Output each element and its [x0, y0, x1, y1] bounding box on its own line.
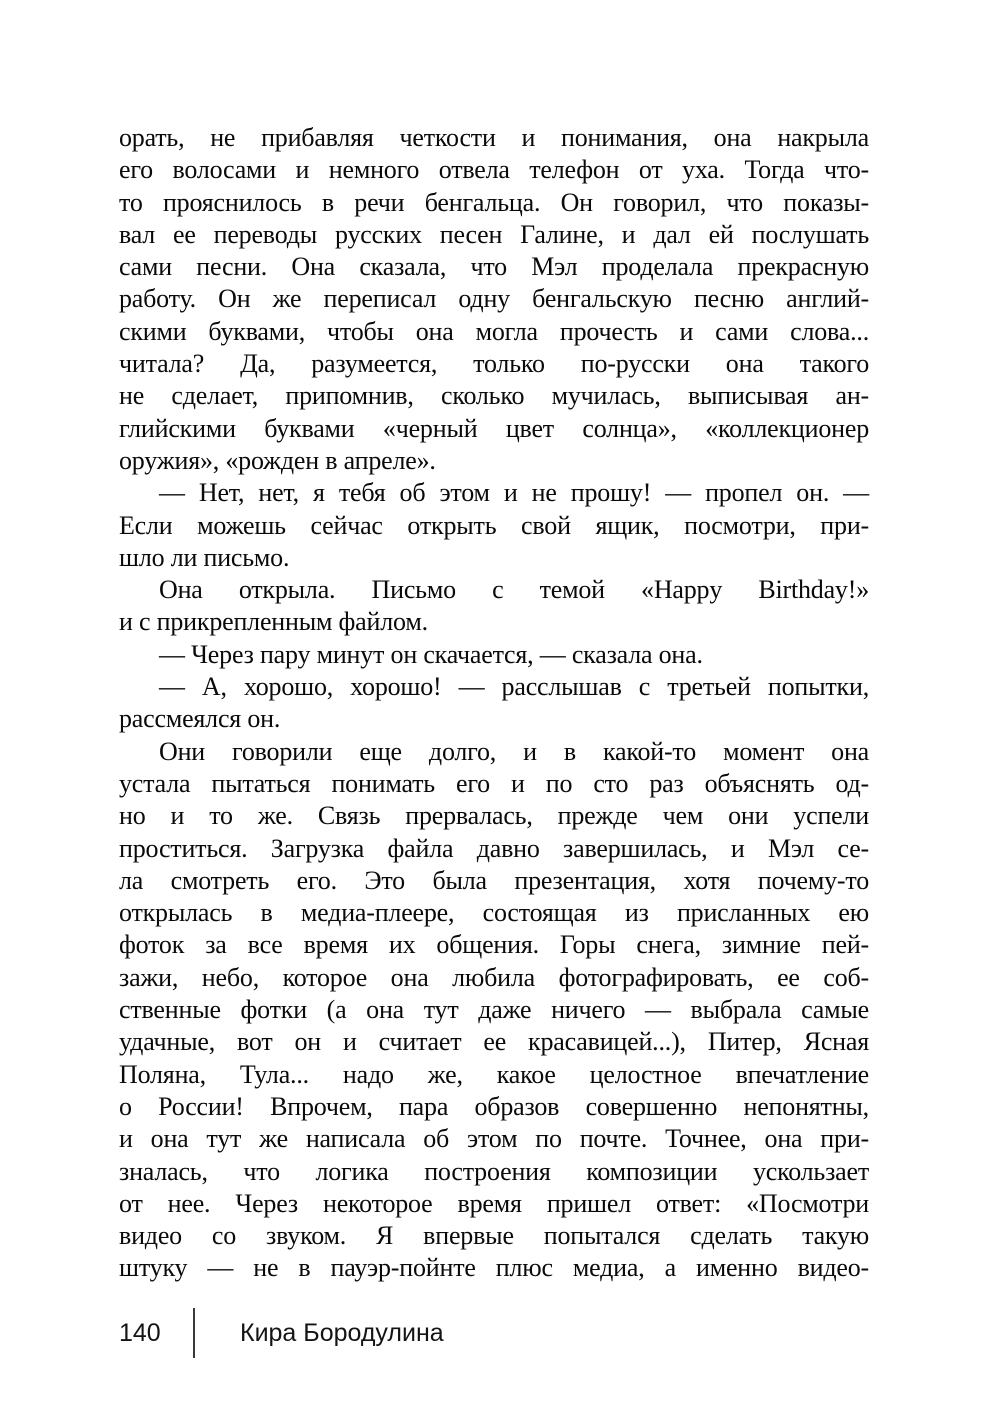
page-footer	[119, 1308, 444, 1358]
text-line: проститься. Загрузка файла давно завершилась, и Мэл се-	[119, 833, 869, 863]
text-line: Поляна, Тула... надо же, какое целостное впечатление	[119, 1059, 869, 1089]
text-line: от нее. Через некоторое время пришел ответ: «Посмотри	[119, 1188, 869, 1218]
text-line: Если можешь сейчас открыть свой ящик, посмотри, при-	[119, 510, 869, 540]
text-line: и с прикрепленным файлом.	[119, 607, 428, 637]
text-line: о России! Впрочем, пара образов совершенно непонятны,	[119, 1091, 869, 1121]
text-line: рассмеялся он.	[119, 704, 281, 734]
text-line: — Через пару минут он скачается, — сказала она.	[159, 639, 703, 669]
text-line: штуку — не в пауэр-пойнте плюс медиа, а именно видео-	[119, 1253, 869, 1283]
footer-divider	[193, 1308, 195, 1358]
text-line: вал ее переводы русских песен Галине, и дал ей послушать	[119, 219, 869, 249]
text-line: зналась, что логика построения композиции ускользает	[119, 1156, 869, 1186]
text-line: сами песни. Она сказала, что Мэл проделала прекрасную	[119, 252, 869, 282]
text-line: орать, не прибавляя четкости и понимания, она накрыла	[119, 123, 869, 152]
text-line: фоток за все время их общения. Горы снега, зимние пей-	[119, 930, 869, 960]
text-line: Она открыла. Письмо с темой «Happy Birthday!»	[159, 575, 869, 605]
text-line: видео со звуком. Я впервые попытался сделать такую	[119, 1221, 869, 1251]
text-line: — А, хорошо, хорошо! — расслышав с третьей попытки,	[159, 672, 869, 702]
text-line: но и то же. Связь прервалась, прежде чем они успели	[119, 801, 869, 831]
text-line: зажи, небо, которое она любила фотографировать, ее соб-	[119, 962, 869, 992]
text-line: шло ли письмо.	[119, 542, 290, 572]
text-line: скими буквами, чтобы она могла прочесть и сами слова...	[119, 316, 869, 346]
body-text	[119, 122, 869, 1285]
text-line: работу. Он же переписал одну бенгальскую песню англий-	[119, 284, 869, 314]
text-line: ственные фотки (а она тут даже ничего — выбрала самые	[119, 995, 869, 1025]
running-author: Кира Бородулина	[240, 1318, 444, 1347]
text-line: и она тут же написала об этом по почте. Точнее, она при-	[119, 1124, 869, 1154]
text-line: — Нет, нет, я тебя об этом и не прошу! — пропел он. —	[159, 478, 869, 508]
text-line: оружия», «рожден в апреле».	[119, 445, 436, 475]
text-line: глийскими буквами «черный цвет солнца», «коллекционер	[119, 413, 869, 443]
text-line: то прояснилось в речи бенгальца. Он говорил, что показы-	[119, 187, 869, 217]
text-line: Они говорили еще долго, и в какой-то момент она	[159, 736, 869, 766]
page-number: 140	[119, 1318, 161, 1347]
text-line: ла смотреть его. Это была презентация, хотя почему-то	[119, 865, 869, 895]
text-line: его волосами и немного отвела телефон от уха. Тогда что-	[119, 155, 869, 185]
text-line: устала пытаться понимать его и по сто раз объяснять од-	[119, 768, 869, 798]
text-line: не сделает, припомнив, сколько мучилась, выписывая ан-	[119, 381, 869, 411]
text-line: читала? Да, разумеется, только по-русски она такого	[119, 349, 869, 379]
text-line: открылась в медиа-плеере, состоящая из присланных ею	[119, 898, 869, 928]
text-line: удачные, вот он и считает ее красавицей...), Питер, Ясная	[119, 1027, 869, 1057]
